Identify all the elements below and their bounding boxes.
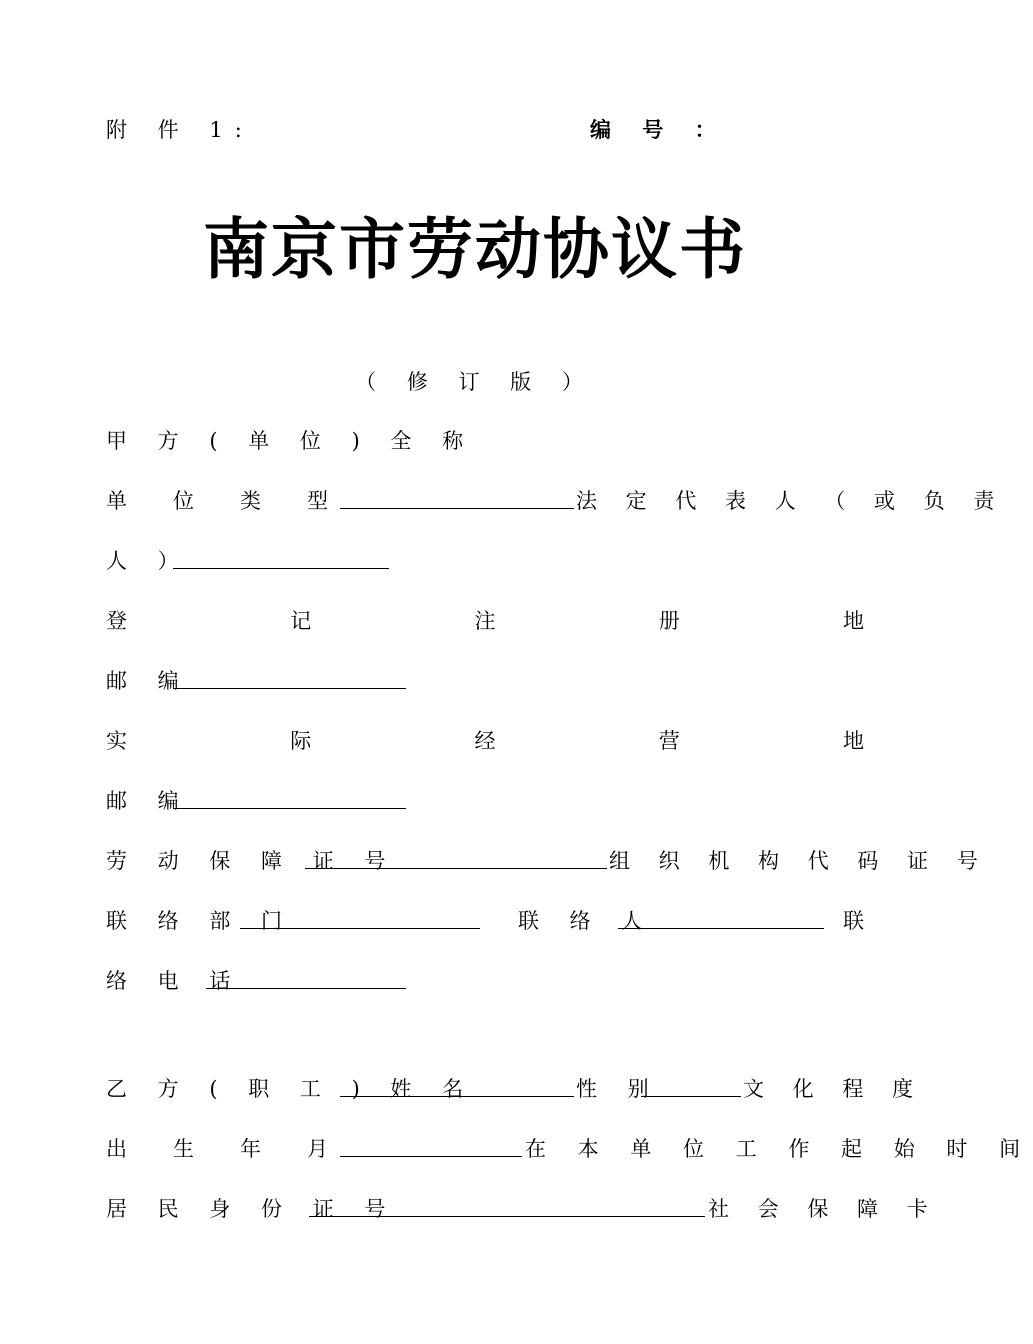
id-number-field[interactable] [309, 1216, 705, 1217]
attachment-label: 附 件 1: [106, 118, 254, 142]
education-label: 文 化 程 度 [743, 1077, 925, 1101]
unit-type-char: 单 [106, 489, 127, 513]
contact-dept-label: 联 络 部 门 [106, 909, 295, 933]
reg-addr-char: 册 [658, 609, 680, 633]
actual-address-label [106, 725, 864, 755]
postcode-label: 邮 编 [106, 669, 191, 693]
actual-addr-char: 营 [658, 729, 680, 753]
legal-rep-field[interactable] [173, 568, 389, 569]
actual-addr-char: 际 [290, 729, 312, 753]
unit-type-field[interactable] [340, 508, 574, 509]
registered-address-label [106, 605, 864, 635]
actual-addr-char: 实 [106, 729, 127, 753]
contact-tel-field[interactable] [206, 988, 406, 989]
reg-addr-char: 注 [474, 609, 496, 633]
party-b-name-field[interactable] [340, 1096, 574, 1097]
labor-cert-field[interactable] [305, 868, 607, 869]
postcode-field[interactable] [173, 688, 406, 689]
birth-char: 生 [173, 1137, 194, 1161]
contact-person-label: 联 络 人 [518, 909, 655, 933]
gender-field[interactable] [641, 1096, 741, 1097]
actual-addr-char: 地 [843, 729, 864, 753]
contact-dept-field[interactable] [240, 928, 480, 929]
legal-rep-label-cont: 人 ） [106, 549, 191, 573]
legal-rep-label: 法 定 代 表 人 （ 或 负 责 [576, 489, 1006, 513]
birth-date-label [106, 1133, 328, 1163]
postcode-field-2[interactable] [173, 808, 406, 809]
reg-addr-char: 登 [106, 609, 127, 633]
party-b-name-label: 乙 方 ( 职 工 ) 姓 名 [106, 1077, 476, 1101]
org-code-label: 组 织 机 构 代 码 证 号 [609, 849, 989, 873]
birth-char: 出 [106, 1137, 127, 1161]
unit-type-char: 类 [240, 489, 261, 513]
birth-char: 月 [307, 1137, 328, 1161]
unit-type-char: 位 [173, 489, 194, 513]
contact-person-field[interactable] [618, 928, 824, 929]
unit-type-char: 型 [307, 489, 328, 513]
reg-addr-char: 记 [290, 609, 312, 633]
contact-tel-label-start: 联 [843, 909, 864, 933]
actual-addr-char: 经 [474, 729, 496, 753]
number-label: 编 号 ： [590, 117, 728, 142]
id-number-label: 居 民 身 份 证 号 [106, 1197, 398, 1221]
social-card-label: 社 会 保 障 卡 [708, 1197, 939, 1221]
birth-char: 年 [240, 1137, 261, 1161]
subtitle: （ 修 订 版 ） [355, 370, 595, 394]
party-a-full-name-label: 甲 方 ( 单 位 ) 全 称 [106, 429, 476, 453]
gender-label: 性 别 [576, 1077, 661, 1101]
birth-date-field[interactable] [340, 1156, 522, 1157]
reg-addr-char: 地 [843, 609, 864, 633]
start-time-label: 在 本 单 位 工 作 起 始 时 间 [525, 1137, 1033, 1161]
postcode-label-2: 邮 编 [106, 789, 191, 813]
contact-tel-label: 络 电 话 [106, 969, 243, 993]
document-title: 南京市劳动协议书 [203, 211, 747, 288]
labor-cert-label: 劳 动 保 障 证 号 [106, 849, 398, 873]
unit-type-label [106, 485, 328, 515]
